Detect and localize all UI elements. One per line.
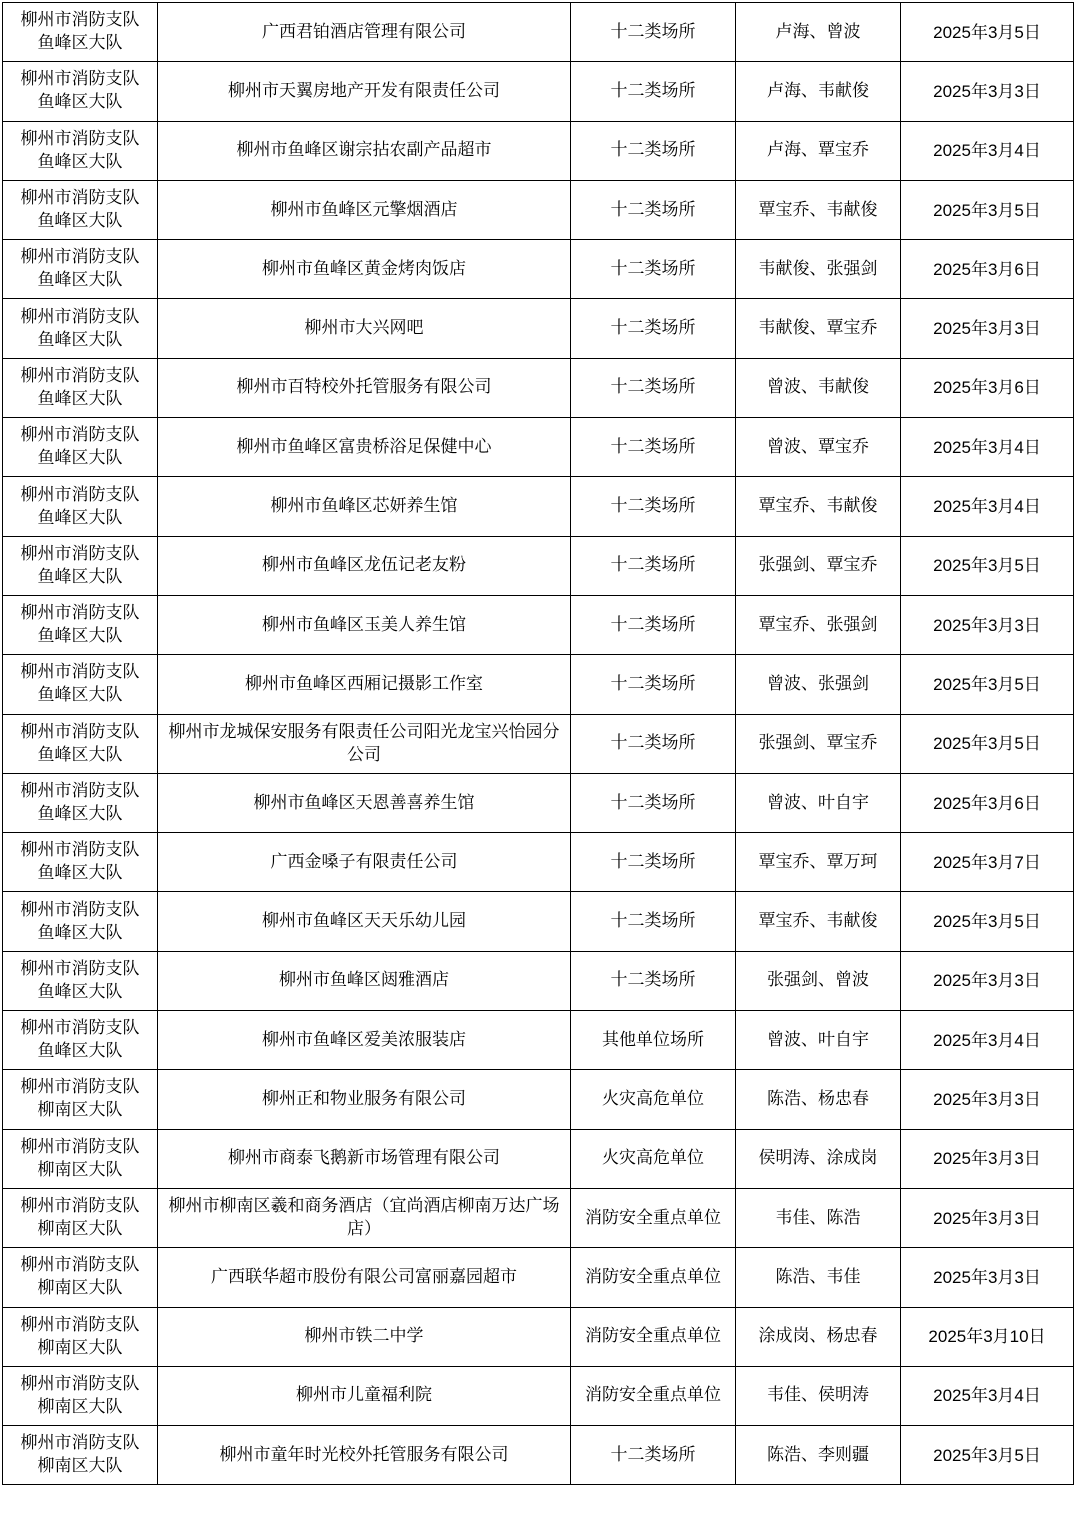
unit-line: 柳州市消防支队 <box>20 425 140 446</box>
unit-line: 鱼峰区大队 <box>37 981 123 1002</box>
inspection-date-cell: 2025年3月3日 <box>901 1129 1074 1188</box>
inspection-date-cell: 2025年3月3日 <box>901 299 1074 358</box>
table-row <box>3 1129 1074 1188</box>
unit-cell <box>3 1188 158 1247</box>
inspectors-cell: 张强剑、曾波 <box>736 951 901 1010</box>
inspection-date-cell: 2025年3月5日 <box>901 892 1074 951</box>
unit-cell <box>3 3 158 62</box>
venue-type-cell: 其他单位场所 <box>571 1011 736 1070</box>
venue-type-cell: 十二类场所 <box>571 477 736 536</box>
unit-cell <box>3 240 158 299</box>
table-row <box>3 3 1074 62</box>
inspectors-cell: 涂成岗、杨忠春 <box>736 1307 901 1366</box>
organization-name-cell: 柳州市铁二中学 <box>158 1307 571 1366</box>
unit-line: 鱼峰区大队 <box>37 566 123 587</box>
inspectors-cell: 韦献俊、张强剑 <box>736 240 901 299</box>
inspection-date-cell: 2025年3月3日 <box>901 595 1074 654</box>
organization-name-cell: 柳州市百特校外托管服务有限公司 <box>158 358 571 417</box>
unit-line: 柳州市消防支队 <box>20 128 140 149</box>
inspectors-cell: 覃宝乔、韦献俊 <box>736 180 901 239</box>
organization-name-cell: 广西金嗓子有限责任公司 <box>158 833 571 892</box>
venue-type-cell: 消防安全重点单位 <box>571 1188 736 1247</box>
unit-cell <box>3 180 158 239</box>
unit-line: 柳南区大队 <box>37 1219 123 1240</box>
unit-cell <box>3 951 158 1010</box>
inspectors-cell: 张强剑、覃宝乔 <box>736 536 901 595</box>
unit-cell <box>3 299 158 358</box>
table-row <box>3 121 1074 180</box>
organization-name-cell: 柳州市鱼峰区天天乐幼儿园 <box>158 892 571 951</box>
unit-cell <box>3 1070 158 1129</box>
organization-name-cell: 柳州市鱼峰区元擎烟酒店 <box>158 180 571 239</box>
organization-name-cell: 柳州正和物业服务有限公司 <box>158 1070 571 1129</box>
unit-line: 鱼峰区大队 <box>37 744 123 765</box>
unit-cell <box>3 121 158 180</box>
venue-type-cell: 十二类场所 <box>571 951 736 1010</box>
table-row <box>3 655 1074 714</box>
table-row <box>3 62 1074 121</box>
unit-line: 鱼峰区大队 <box>37 211 123 232</box>
unit-line: 柳州市消防支队 <box>20 543 140 564</box>
unit-cell <box>3 773 158 832</box>
inspectors-cell: 曾波、叶自宇 <box>736 773 901 832</box>
venue-type-cell: 十二类场所 <box>571 240 736 299</box>
venue-type-cell: 火灾高危单位 <box>571 1129 736 1188</box>
venue-type-cell: 十二类场所 <box>571 299 736 358</box>
inspection-date-cell: 2025年3月3日 <box>901 62 1074 121</box>
unit-cell <box>3 1011 158 1070</box>
unit-line: 柳南区大队 <box>37 1456 123 1477</box>
unit-line: 柳州市消防支队 <box>20 306 140 327</box>
venue-type-cell: 十二类场所 <box>571 62 736 121</box>
unit-line: 柳南区大队 <box>37 1278 123 1299</box>
venue-type-cell: 十二类场所 <box>571 1426 736 1485</box>
unit-line: 鱼峰区大队 <box>37 151 123 172</box>
table-row <box>3 1426 1074 1485</box>
table-row <box>3 1070 1074 1129</box>
unit-line: 柳州市消防支队 <box>20 484 140 505</box>
venue-type-cell: 十二类场所 <box>571 358 736 417</box>
inspection-date-cell: 2025年3月3日 <box>901 1070 1074 1129</box>
inspection-date-cell: 2025年3月5日 <box>901 714 1074 773</box>
table-row <box>3 477 1074 536</box>
venue-type-cell: 消防安全重点单位 <box>571 1366 736 1425</box>
unit-cell <box>3 418 158 477</box>
inspection-date-cell: 2025年3月6日 <box>901 773 1074 832</box>
organization-name-cell: 柳州市柳南区羲和商务酒店（宜尚酒店柳南万达广场店） <box>158 1188 571 1247</box>
organization-name-cell: 广西联华超市股份有限公司富丽嘉园超市 <box>158 1248 571 1307</box>
inspection-date-cell: 2025年3月4日 <box>901 477 1074 536</box>
unit-line: 柳州市消防支队 <box>20 1373 140 1394</box>
unit-line: 柳州市消防支队 <box>20 1433 140 1454</box>
inspection-table-body <box>3 3 1074 1485</box>
table-row <box>3 1307 1074 1366</box>
inspectors-cell: 陈浩、韦佳 <box>736 1248 901 1307</box>
unit-cell <box>3 358 158 417</box>
inspection-date-cell: 2025年3月6日 <box>901 240 1074 299</box>
inspection-date-cell: 2025年3月4日 <box>901 121 1074 180</box>
venue-type-cell: 十二类场所 <box>571 3 736 62</box>
inspectors-cell: 韦献俊、覃宝乔 <box>736 299 901 358</box>
unit-cell <box>3 477 158 536</box>
unit-line: 鱼峰区大队 <box>37 92 123 113</box>
unit-line: 鱼峰区大队 <box>37 388 123 409</box>
unit-line: 柳州市消防支队 <box>20 365 140 386</box>
unit-line: 柳南区大队 <box>37 1100 123 1121</box>
unit-cell <box>3 1248 158 1307</box>
inspection-date-cell: 2025年3月5日 <box>901 536 1074 595</box>
unit-line: 鱼峰区大队 <box>37 1041 123 1062</box>
unit-line: 鱼峰区大队 <box>37 448 123 469</box>
inspection-table <box>2 2 1074 1485</box>
unit-line: 鱼峰区大队 <box>37 922 123 943</box>
organization-name-cell: 柳州市大兴网吧 <box>158 299 571 358</box>
organization-name-cell: 柳州市鱼峰区龙伍记老友粉 <box>158 536 571 595</box>
table-row <box>3 892 1074 951</box>
inspectors-cell: 张强剑、覃宝乔 <box>736 714 901 773</box>
inspectors-cell: 覃宝乔、张强剑 <box>736 595 901 654</box>
organization-name-cell: 广西君铂酒店管理有限公司 <box>158 3 571 62</box>
unit-cell <box>3 1307 158 1366</box>
organization-name-cell: 柳州市龙城保安服务有限责任公司阳光龙宝兴怡园分公司 <box>158 714 571 773</box>
venue-type-cell: 十二类场所 <box>571 595 736 654</box>
inspection-date-cell: 2025年3月5日 <box>901 180 1074 239</box>
inspectors-cell: 覃宝乔、韦献俊 <box>736 477 901 536</box>
venue-type-cell: 消防安全重点单位 <box>571 1248 736 1307</box>
organization-name-cell: 柳州市鱼峰区玉美人养生馆 <box>158 595 571 654</box>
inspectors-cell: 卢海、覃宝乔 <box>736 121 901 180</box>
organization-name-cell: 柳州市童年时光校外托管服务有限公司 <box>158 1426 571 1485</box>
unit-line: 鱼峰区大队 <box>37 804 123 824</box>
inspection-date-cell: 2025年3月4日 <box>901 1366 1074 1425</box>
unit-cell <box>3 62 158 121</box>
unit-cell <box>3 536 158 595</box>
table-row <box>3 1188 1074 1247</box>
unit-line: 柳州市消防支队 <box>20 1136 140 1157</box>
table-row <box>3 358 1074 417</box>
unit-line: 柳州市消防支队 <box>20 958 140 979</box>
table-row <box>3 773 1074 832</box>
unit-line: 柳州市消防支队 <box>20 662 140 683</box>
inspectors-cell: 侯明涛、涂成岗 <box>736 1129 901 1188</box>
unit-line: 柳州市消防支队 <box>20 899 140 920</box>
unit-line: 柳州市消防支队 <box>20 840 140 861</box>
unit-cell <box>3 1129 158 1188</box>
table-row <box>3 1366 1074 1425</box>
table-row <box>3 595 1074 654</box>
unit-line: 柳州市消防支队 <box>20 247 140 268</box>
inspection-date-cell: 2025年3月3日 <box>901 1188 1074 1247</box>
organization-name-cell: 柳州市鱼峰区天恩善喜养生馆 <box>158 773 571 832</box>
inspectors-cell: 曾波、叶自宇 <box>736 1011 901 1070</box>
table-row <box>3 1248 1074 1307</box>
unit-cell <box>3 833 158 892</box>
inspection-date-cell: 2025年3月3日 <box>901 951 1074 1010</box>
table-row <box>3 536 1074 595</box>
unit-line: 鱼峰区大队 <box>37 626 123 647</box>
venue-type-cell: 十二类场所 <box>571 714 736 773</box>
unit-line: 柳州市消防支队 <box>20 1077 140 1098</box>
table-row <box>3 180 1074 239</box>
inspection-date-cell: 2025年3月7日 <box>901 833 1074 892</box>
unit-line: 柳州市消防支队 <box>20 603 140 624</box>
unit-cell <box>3 1366 158 1425</box>
inspection-date-cell: 2025年3月6日 <box>901 358 1074 417</box>
table-row <box>3 1011 1074 1070</box>
inspectors-cell: 陈浩、杨忠春 <box>736 1070 901 1129</box>
table-row <box>3 833 1074 892</box>
inspection-date-cell: 2025年3月10日 <box>901 1307 1074 1366</box>
venue-type-cell: 火灾高危单位 <box>571 1070 736 1129</box>
unit-line: 柳州市消防支队 <box>20 1018 140 1039</box>
unit-line: 柳州市消防支队 <box>20 10 140 31</box>
organization-name-cell: 柳州市鱼峰区闼雅酒店 <box>158 951 571 1010</box>
table-row <box>3 240 1074 299</box>
table-row <box>3 714 1074 773</box>
unit-line: 柳南区大队 <box>37 1159 123 1180</box>
unit-cell <box>3 595 158 654</box>
organization-name-cell: 柳州市儿童福利院 <box>158 1366 571 1425</box>
venue-type-cell: 十二类场所 <box>571 536 736 595</box>
organization-name-cell: 柳州市鱼峰区富贵桥浴足保健中心 <box>158 418 571 477</box>
organization-name-cell: 柳州市鱼峰区谢宗拈农副产品超市 <box>158 121 571 180</box>
unit-line: 柳州市消防支队 <box>20 781 140 801</box>
unit-line: 鱼峰区大队 <box>37 863 123 884</box>
organization-name-cell: 柳州市鱼峰区芯妍养生馆 <box>158 477 571 536</box>
unit-line: 鱼峰区大队 <box>37 685 123 706</box>
unit-line: 鱼峰区大队 <box>37 270 123 291</box>
organization-name-cell: 柳州市商泰飞鹅新市场管理有限公司 <box>158 1129 571 1188</box>
venue-type-cell: 十二类场所 <box>571 773 736 832</box>
inspectors-cell: 卢海、曾波 <box>736 3 901 62</box>
unit-line: 柳州市消防支队 <box>20 1196 140 1217</box>
unit-cell <box>3 1426 158 1485</box>
organization-name-cell: 柳州市天翼房地产开发有限责任公司 <box>158 62 571 121</box>
unit-line: 鱼峰区大队 <box>37 329 123 350</box>
organization-name-cell: 柳州市鱼峰区爱美浓服装店 <box>158 1011 571 1070</box>
unit-line: 鱼峰区大队 <box>37 507 123 528</box>
inspectors-cell: 覃宝乔、覃万珂 <box>736 833 901 892</box>
inspectors-cell: 韦佳、侯明涛 <box>736 1366 901 1425</box>
venue-type-cell: 十二类场所 <box>571 418 736 477</box>
inspection-date-cell: 2025年3月4日 <box>901 418 1074 477</box>
unit-line: 柳南区大队 <box>37 1396 123 1417</box>
inspectors-cell: 韦佳、陈浩 <box>736 1188 901 1247</box>
unit-line: 柳州市消防支队 <box>20 1314 140 1335</box>
organization-name-cell: 柳州市鱼峰区黄金烤肉饭店 <box>158 240 571 299</box>
inspection-date-cell: 2025年3月5日 <box>901 3 1074 62</box>
unit-cell <box>3 892 158 951</box>
unit-cell <box>3 655 158 714</box>
venue-type-cell: 消防安全重点单位 <box>571 1307 736 1366</box>
venue-type-cell: 十二类场所 <box>571 892 736 951</box>
organization-name-cell: 柳州市鱼峰区西厢记摄影工作室 <box>158 655 571 714</box>
inspection-date-cell: 2025年3月5日 <box>901 1426 1074 1485</box>
unit-cell <box>3 714 158 773</box>
inspectors-cell: 曾波、覃宝乔 <box>736 418 901 477</box>
unit-line: 柳南区大队 <box>37 1337 123 1358</box>
inspection-date-cell: 2025年3月5日 <box>901 655 1074 714</box>
venue-type-cell: 十二类场所 <box>571 833 736 892</box>
unit-line: 柳州市消防支队 <box>20 1255 140 1276</box>
table-row <box>3 951 1074 1010</box>
venue-type-cell: 十二类场所 <box>571 655 736 714</box>
inspectors-cell: 覃宝乔、韦献俊 <box>736 892 901 951</box>
unit-line: 鱼峰区大队 <box>37 33 123 54</box>
venue-type-cell: 十二类场所 <box>571 121 736 180</box>
table-row <box>3 418 1074 477</box>
inspectors-cell: 曾波、张强剑 <box>736 655 901 714</box>
unit-line: 柳州市消防支队 <box>20 69 140 90</box>
inspection-date-cell: 2025年3月4日 <box>901 1011 1074 1070</box>
inspection-date-cell: 2025年3月3日 <box>901 1248 1074 1307</box>
venue-type-cell: 十二类场所 <box>571 180 736 239</box>
unit-line: 柳州市消防支队 <box>20 188 140 209</box>
table-row <box>3 299 1074 358</box>
inspectors-cell: 陈浩、李则疆 <box>736 1426 901 1485</box>
inspectors-cell: 曾波、韦献俊 <box>736 358 901 417</box>
inspectors-cell: 卢海、韦献俊 <box>736 62 901 121</box>
unit-line: 柳州市消防支队 <box>20 721 140 742</box>
